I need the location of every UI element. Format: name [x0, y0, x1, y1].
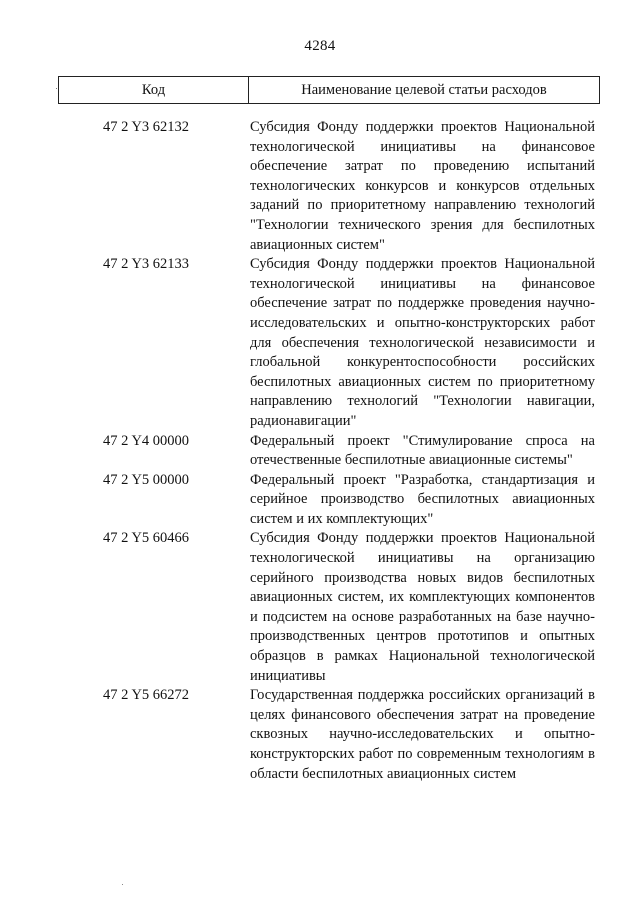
page-number: 4284	[304, 38, 336, 54]
header-code: Код	[59, 77, 249, 103]
table-row	[0, 471, 640, 530]
row-name: Федеральный проект "Стимулирование спроса на отечественные беспилотные авиационные системы"	[250, 432, 595, 469]
table-body	[0, 118, 640, 784]
row-code: 47 2 Y3 62132	[103, 119, 190, 135]
row-name: Государственная поддержка российских организаций в целях финансового обеспечения затрат на проведение сквозных научно-исследовательских и опытно-конструкторских работ по современным технологиям в области беспилотных авиационных систем	[250, 687, 595, 782]
table-row	[0, 432, 640, 471]
scan-mark	[56, 88, 57, 89]
header-name: Наименование целевой статьи расходов	[301, 81, 547, 98]
table-row	[0, 255, 640, 431]
scan-mark	[122, 884, 123, 885]
row-name: Субсидия Фонду поддержки проектов Национальной технологической инициативы на организацию серийного производства новых видов беспилотных авиационных систем, их комплектующих компонентов и подсистем на основе разработанных на базе научно-производственных центров прототипов и опытных образцов в рамках Национальной технологической инициативы	[250, 530, 595, 684]
row-code: 47 2 Y5 60466	[103, 530, 190, 547]
row-code: 47 2 Y3 62133	[103, 256, 190, 273]
table-header	[58, 76, 600, 104]
table-row	[0, 118, 640, 255]
table-row	[0, 529, 640, 686]
row-name: Субсидия Фонду поддержки проектов Национальной технологической инициативы на финансовое обеспечение затрат по проведению испытаний технологических конкурсов и конкурсов отдельных заданий по приоритетному направлению технологий "Технологии технического зрения для беспилотных авиационных систем"	[250, 119, 595, 253]
table-row	[0, 686, 640, 784]
row-name: Федеральный проект "Разработка, стандартизация и серийное производство беспилотных авиационных систем и их комплектующих"	[250, 471, 595, 527]
row-name: Субсидия Фонду поддержки проектов Национальной технологической инициативы на финансовое обеспечение затрат по поддержке проведения научно-исследовательских и опытно-конструкторских работ для обеспечения технологической независимости и глобальной конкурентоспособности российских беспилотных авиационных систем по приоритетному направлению технологий "Технологии навигации, радионавигации"	[250, 256, 595, 429]
row-code: 47 2 Y5 00000	[103, 471, 190, 488]
row-code: 47 2 Y4 00000	[103, 432, 190, 449]
row-code: 47 2 Y5 66272	[103, 687, 190, 704]
